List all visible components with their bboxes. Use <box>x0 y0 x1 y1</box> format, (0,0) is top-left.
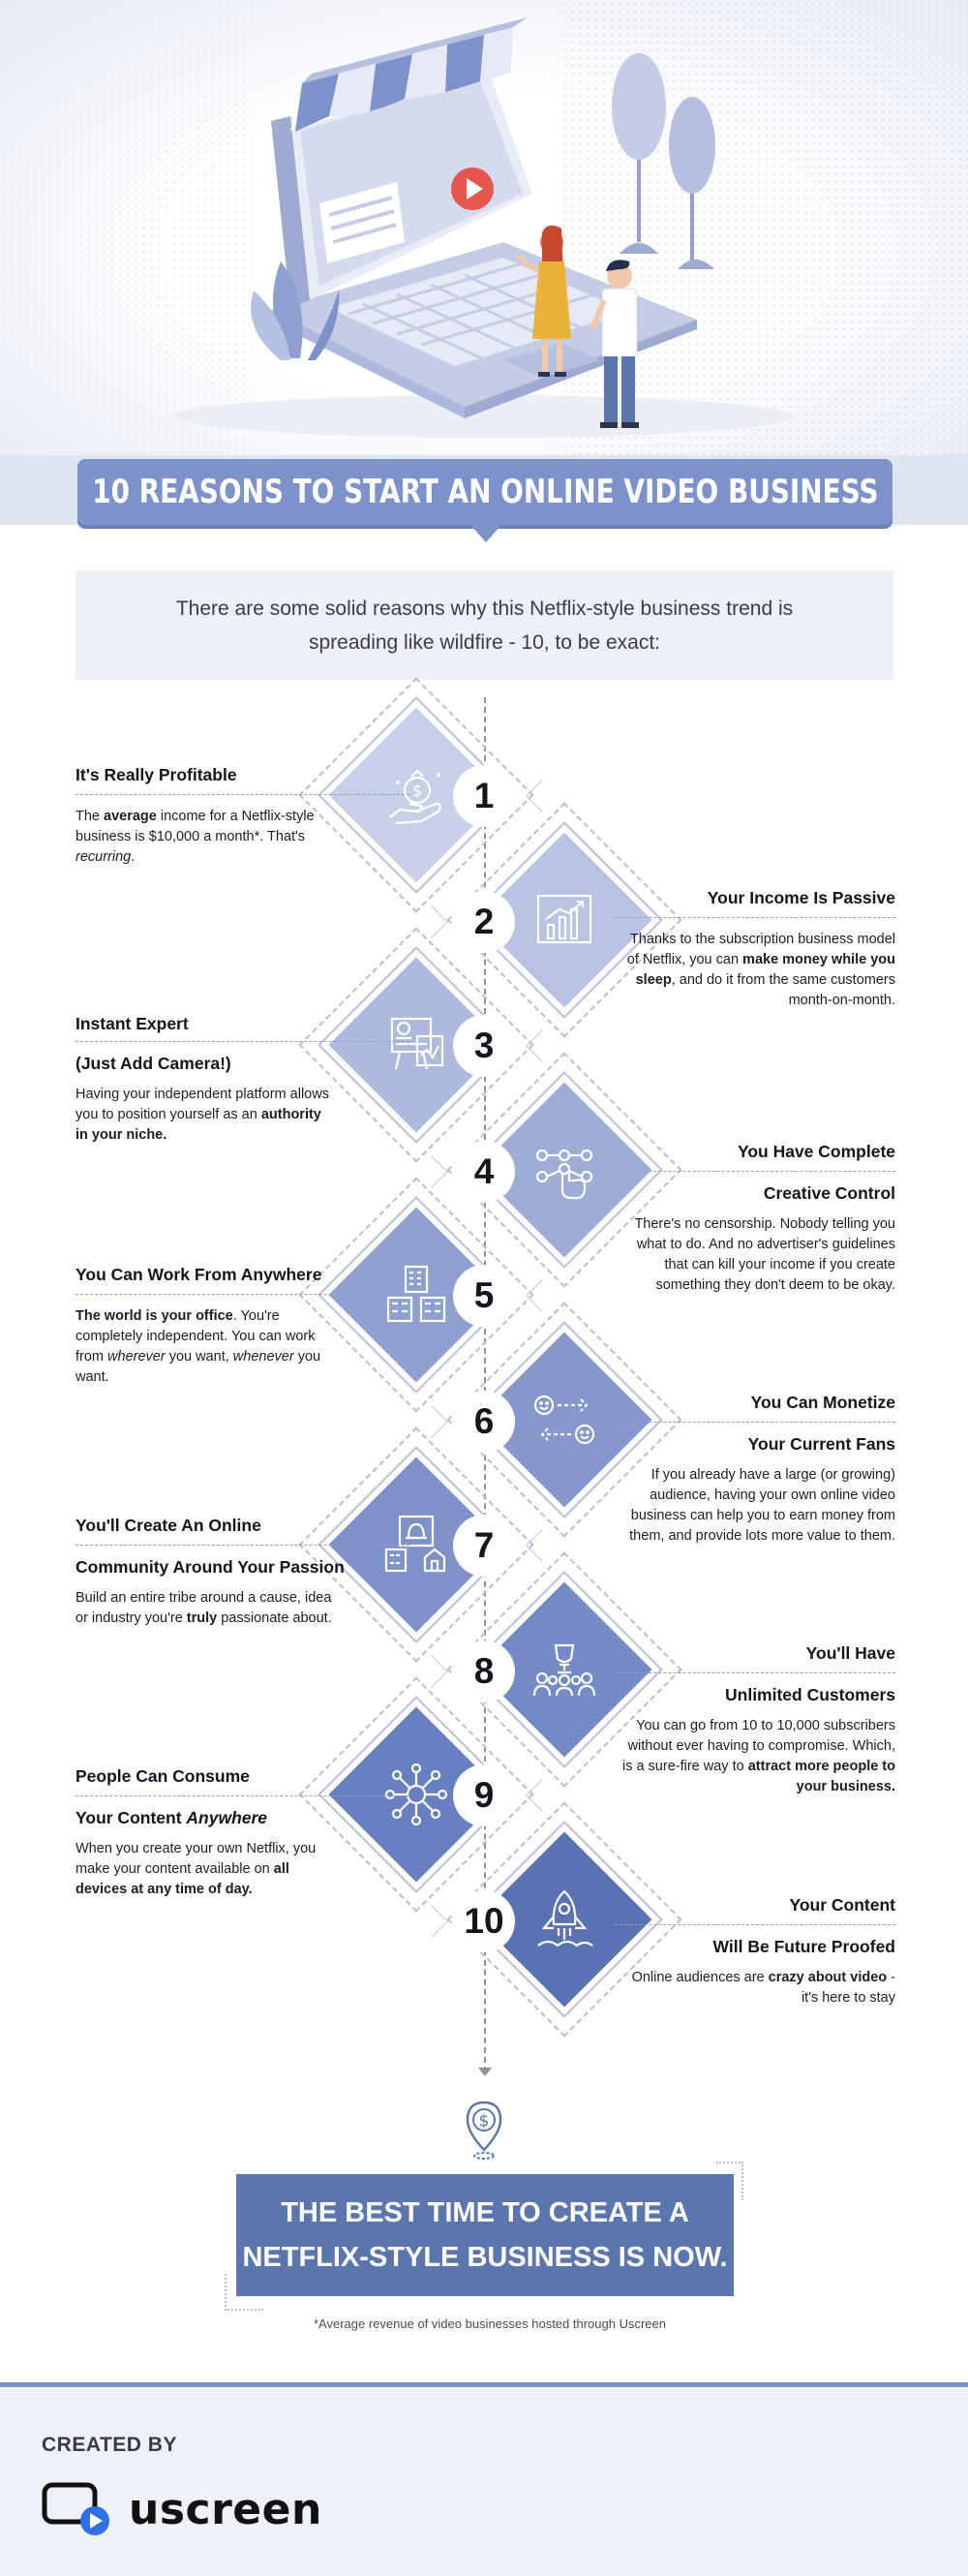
reason-title: It's Really Profitable <box>76 765 237 784</box>
uscreen-logo-icon <box>42 2482 115 2536</box>
reason-4 <box>620 1140 895 1296</box>
desc-text: Having your independent platform allows you to position yourself as an <box>76 1087 329 1122</box>
rising-chart-icon <box>516 872 613 968</box>
dollar-pin-icon <box>463 2100 505 2168</box>
desc-italic: wherever <box>107 1349 166 1365</box>
reason-number: 9 <box>453 1764 515 1826</box>
reason-title: Your Income Is Passive <box>707 888 895 907</box>
created-by-label: CREATED BY <box>42 2434 177 2456</box>
chevron-icon <box>415 1905 448 1938</box>
reason-description <box>76 1295 325 1388</box>
desc-text: Build an entire tribe around a cause, idea or industry you're <box>76 1590 332 1626</box>
reason-description <box>620 1966 895 2009</box>
desc-italic: whenever <box>232 1349 294 1365</box>
desc-bold: make money while you sleep <box>635 952 895 988</box>
chevron-icon <box>526 1529 559 1562</box>
desc-bold: average <box>104 809 157 824</box>
reason-6 <box>620 1391 895 1547</box>
reason-description: There's no censorship. Nobody telling you what to do. And no advertiser's guidelines that can kill your income if you create something they don't deem to be okay. <box>634 1216 895 1293</box>
storefront-laptop-illustration <box>0 0 968 455</box>
reason-description <box>76 1083 332 1146</box>
intro-text: There are some solid reasons why this Netflix-style business trend is spreading like wildfire - 10, to be exact: <box>175 597 794 654</box>
reason-3 <box>76 1012 351 1146</box>
reason-title: You'll Have <box>805 1643 895 1663</box>
footer <box>0 2382 968 2576</box>
subtitle-text: Your Content <box>76 1808 182 1827</box>
reason-number: 6 <box>453 1391 515 1453</box>
desc-text: When you create your own Netflix, you make your content available on <box>76 1841 317 1877</box>
hero-illustration <box>0 0 968 455</box>
reason-title: You Can Monetize <box>750 1393 895 1412</box>
desc-text: The <box>76 809 105 824</box>
desc-bold: crazy about video <box>768 1970 888 1985</box>
subtitle-italic: Anywhere <box>186 1808 268 1827</box>
desc-bold: all devices at any time of day. <box>76 1861 289 1897</box>
reason-title: You Have Complete <box>737 1142 895 1161</box>
reason-number: 4 <box>453 1141 515 1203</box>
reason-number: 7 <box>453 1515 515 1577</box>
reason-description <box>76 1586 335 1629</box>
reason-number: 10 <box>453 1890 515 1952</box>
reason-9 <box>76 1764 351 1900</box>
desc-text: . <box>131 849 136 865</box>
city-buildings-icon <box>368 1246 465 1343</box>
desc-bold: attract more people to your business. <box>747 1759 895 1794</box>
reason-number: 8 <box>453 1641 515 1702</box>
reason-number: 2 <box>453 891 515 953</box>
chevron-icon <box>526 780 559 813</box>
uscreen-logo <box>42 2482 322 2536</box>
reason-10 <box>620 1893 895 2009</box>
desc-bold: The world is your office <box>76 1308 233 1324</box>
title-banner <box>77 459 892 525</box>
reason-description <box>76 1837 332 1900</box>
reason-number: 5 <box>453 1265 515 1327</box>
desc-text: You can go from 10 to 10,000 subscribers without ever having to compromise. Which, is a sure-fire way to <box>621 1718 895 1774</box>
reason-subtitle <box>76 1796 351 1837</box>
timeline-arrow <box>478 2068 492 2076</box>
chevron-icon <box>526 1029 559 1062</box>
reason-subtitle: Unlimited Customers <box>725 1685 895 1704</box>
cta-text <box>242 2191 727 2280</box>
desc-text: , and do it from the same customers month-on-month. <box>671 972 895 1008</box>
money-bag-hand-icon <box>368 747 465 843</box>
reason-subtitle: Will Be Future Proofed <box>712 1937 895 1956</box>
audience-trophy-icon <box>516 1621 613 1718</box>
reason-5 <box>76 1263 351 1388</box>
reason-1 <box>76 763 351 868</box>
rocket-icon <box>516 1871 613 1968</box>
cta-banner <box>236 2174 734 2296</box>
svg-text:$: $ <box>478 2111 490 2131</box>
reason-description <box>620 918 895 1011</box>
reason-description: If you already have a large (or growing) audience, having your own online video business can help you to earn money from them, and provide lots more value to them. <box>629 1467 895 1544</box>
reason-7 <box>76 1514 351 1629</box>
hand-touch-network-icon <box>516 1121 613 1218</box>
presentation-board-icon <box>368 997 465 1093</box>
desc-text: Online audiences are <box>631 1970 769 1985</box>
desc-bold: truly <box>186 1610 218 1626</box>
desc-text: - it's here to stay <box>801 1970 895 2006</box>
smiley-exchange-icon <box>516 1371 613 1468</box>
reason-number: 3 <box>453 1015 515 1077</box>
reason-subtitle: (Just Add Camera!) <box>76 1054 231 1073</box>
desc-text: you want, <box>165 1349 233 1365</box>
cta-line: THE BEST TIME TO CREATE A <box>281 2197 689 2228</box>
network-hub-icon <box>368 1746 465 1843</box>
reason-description <box>76 795 327 868</box>
reason-title: People Can Consume <box>76 1766 250 1786</box>
banner-pointer <box>470 525 501 542</box>
reason-number: 1 <box>453 765 515 827</box>
svg-text:$: $ <box>412 782 423 800</box>
page-title: 10 REASONS TO START AN ONLINE VIDEO BUSINESS <box>91 473 879 511</box>
cta-line: NETFLIX-STYLE BUSINESS IS NOW. <box>242 2242 728 2273</box>
desc-text: . You're completely independent. You can work from <box>76 1308 316 1365</box>
reason-2 <box>620 886 895 1011</box>
reason-description <box>620 1714 895 1797</box>
intro-box <box>76 570 893 680</box>
reason-subtitle: Creative Control <box>763 1183 895 1203</box>
chevron-icon <box>526 1779 559 1812</box>
desc-text: passionate about. <box>217 1610 332 1626</box>
reason-subtitle: Community Around Your Passion <box>76 1557 345 1577</box>
desc-bold: authority in your niche. <box>76 1107 321 1143</box>
desc-text: Thanks to the subscription business model of Netflix, you can <box>626 932 895 967</box>
footnote: *Average revenue of video businesses hosted through Uscreen <box>314 2316 666 2331</box>
reason-title: You'll Create An Online <box>76 1516 261 1535</box>
desc-text: income for a Netflix-style business is $10,000 a month*. That's <box>76 809 315 844</box>
reason-title: Your Content <box>789 1895 895 1915</box>
desc-italic: recurring <box>76 849 132 865</box>
reason-title: Instant Expert <box>76 1014 189 1033</box>
desc-text: you want. <box>76 1349 321 1385</box>
brand-name: uscreen <box>129 2484 322 2534</box>
chevron-icon <box>526 1279 559 1312</box>
reason-subtitle: Your Current Fans <box>747 1434 895 1454</box>
reason-8 <box>620 1641 895 1797</box>
reason-title: You Can Work From Anywhere <box>76 1265 322 1284</box>
